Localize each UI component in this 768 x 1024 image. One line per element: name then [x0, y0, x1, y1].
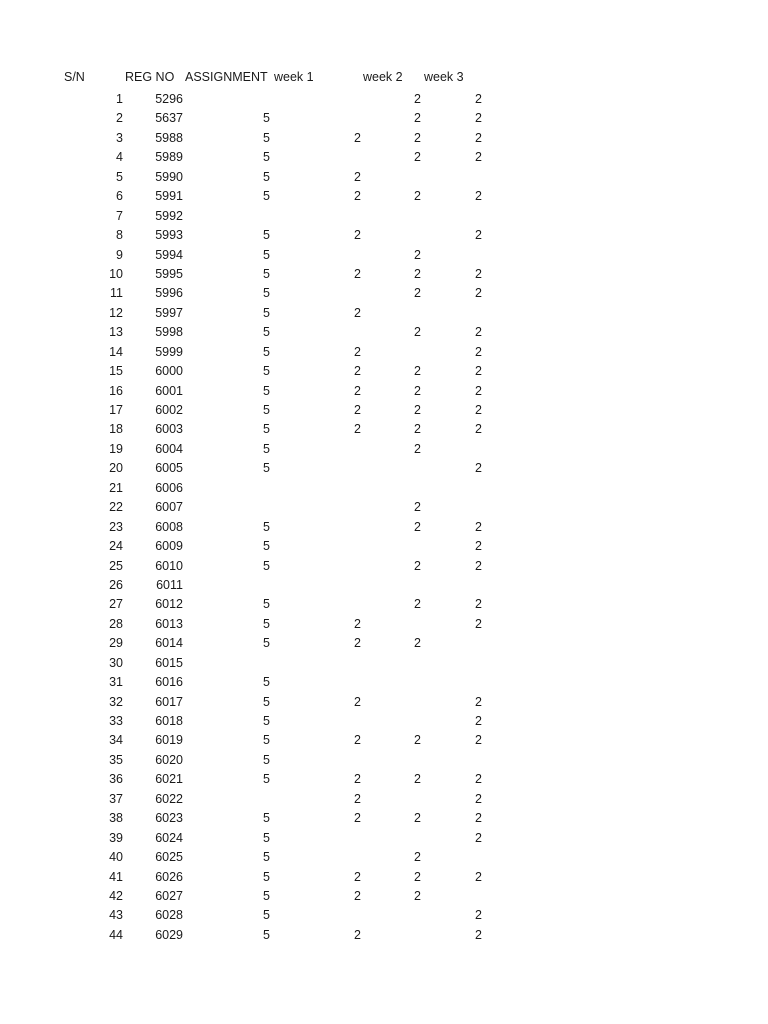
cell-week-3: 2: [475, 927, 482, 942]
table-row: [0, 790, 768, 809]
cell-reg-no: 6003: [155, 422, 183, 437]
cell-assignment: 5: [263, 539, 270, 554]
cell-assignment: 5: [263, 247, 270, 262]
cell-reg-no: 6020: [155, 752, 183, 767]
cell-reg-no: 5998: [155, 325, 183, 340]
table-row: [0, 654, 768, 673]
cell-reg-no: 6022: [155, 791, 183, 806]
cell-sn: 13: [109, 325, 123, 340]
cell-sn: 44: [109, 927, 123, 942]
cell-week-2: 2: [414, 888, 421, 903]
cell-assignment: 5: [263, 266, 270, 281]
table-row: [0, 829, 768, 848]
cell-sn: 15: [109, 364, 123, 379]
cell-assignment: 5: [263, 422, 270, 437]
cell-week-3: 2: [475, 344, 482, 359]
cell-sn: 20: [109, 461, 123, 476]
table-row: [0, 926, 768, 945]
cell-week-2: 2: [414, 150, 421, 165]
cell-week-2: 2: [414, 92, 421, 106]
header-reg-no: REG NO: [125, 70, 175, 84]
cell-sn: 41: [109, 869, 123, 884]
cell-week-3: 2: [475, 228, 482, 243]
cell-sn: 8: [116, 228, 123, 243]
cell-sn: 39: [109, 830, 123, 845]
cell-week-1: 2: [354, 694, 361, 709]
table-row: [0, 323, 768, 342]
cell-week-1: 2: [354, 869, 361, 884]
cell-reg-no: 6011: [156, 577, 183, 592]
table-row: [0, 284, 768, 303]
cell-assignment: 5: [263, 286, 270, 301]
cell-sn: 12: [109, 305, 123, 320]
table-row: [0, 576, 768, 595]
table-row: [0, 770, 768, 789]
table-row: [0, 382, 768, 401]
cell-reg-no: 5991: [155, 189, 183, 204]
cell-assignment: 5: [263, 403, 270, 417]
cell-week-3: 2: [475, 461, 482, 476]
cell-reg-no: 6004: [155, 441, 183, 456]
table-header: [0, 70, 768, 88]
cell-week-1: 2: [354, 636, 361, 651]
cell-reg-no: 5997: [155, 305, 183, 320]
table-row: [0, 712, 768, 731]
table-row: [0, 440, 768, 459]
cell-sn: 9: [116, 247, 123, 262]
cell-reg-no: 6016: [155, 675, 183, 690]
cell-reg-no: 5993: [155, 228, 183, 243]
cell-week-2: 2: [414, 772, 421, 787]
cell-week-2: 2: [414, 247, 421, 262]
cell-sn: 43: [109, 908, 123, 923]
cell-sn: 5: [116, 169, 123, 184]
cell-week-1: 2: [354, 305, 361, 320]
cell-week-2: 2: [414, 189, 421, 204]
cell-reg-no: 6014: [155, 636, 183, 651]
cell-assignment: 5: [263, 869, 270, 884]
table-row: [0, 401, 768, 420]
table-row: [0, 90, 768, 109]
cell-week-2: 2: [414, 441, 421, 456]
cell-reg-no: 5296: [155, 92, 183, 106]
cell-week-3: 2: [475, 92, 482, 106]
cell-assignment: 5: [263, 558, 270, 573]
cell-assignment: 5: [263, 597, 270, 612]
cell-assignment: 5: [263, 461, 270, 476]
cell-assignment: 5: [263, 714, 270, 728]
table-row: [0, 673, 768, 692]
table-row: [0, 187, 768, 206]
cell-sn: 21: [109, 480, 123, 495]
cell-sn: 1: [116, 92, 123, 106]
cell-reg-no: 6015: [155, 655, 183, 670]
cell-week-1: 2: [354, 344, 361, 359]
cell-reg-no: 6013: [155, 616, 183, 631]
cell-reg-no: 5992: [155, 208, 183, 223]
cell-assignment: 5: [263, 850, 270, 865]
cell-week-3: 2: [475, 733, 482, 748]
cell-week-3: 2: [475, 130, 482, 145]
cell-assignment: 5: [263, 383, 270, 398]
cell-sn: 31: [109, 675, 123, 690]
cell-week-2: 2: [414, 519, 421, 534]
cell-reg-no: 6029: [155, 927, 183, 942]
cell-week-1: 2: [354, 169, 361, 184]
cell-assignment: 5: [263, 616, 270, 631]
cell-assignment: 5: [263, 752, 270, 767]
cell-assignment: 5: [263, 305, 270, 320]
cell-assignment: 5: [263, 811, 270, 826]
cell-sn: 2: [116, 111, 123, 126]
cell-assignment: 5: [263, 908, 270, 923]
cell-reg-no: 6009: [155, 539, 183, 554]
cell-assignment: 5: [263, 519, 270, 534]
cell-week-3: 2: [475, 597, 482, 612]
table-row: [0, 129, 768, 148]
cell-sn: 32: [109, 694, 123, 709]
cell-reg-no: 5989: [155, 150, 183, 165]
cell-week-2: 2: [414, 869, 421, 884]
cell-sn: 7: [116, 208, 123, 223]
cell-sn: 26: [109, 577, 123, 592]
cell-week-3: 2: [475, 908, 482, 923]
cell-reg-no: 6012: [155, 597, 183, 612]
table-row: [0, 343, 768, 362]
table-row: [0, 693, 768, 712]
cell-assignment: 5: [263, 441, 270, 456]
cell-assignment: 5: [263, 675, 270, 690]
cell-assignment: 5: [263, 733, 270, 748]
cell-week-2: 2: [414, 636, 421, 651]
cell-sn: 30: [109, 655, 123, 670]
cell-assignment: 5: [263, 888, 270, 903]
cell-week-2: 2: [414, 364, 421, 379]
cell-sn: 29: [109, 636, 123, 651]
cell-sn: 38: [109, 811, 123, 826]
cell-week-1: 2: [354, 888, 361, 903]
cell-week-3: 2: [475, 422, 482, 437]
cell-week-2: 2: [414, 111, 421, 126]
cell-reg-no: 5988: [155, 130, 183, 145]
cell-week-1: 2: [354, 364, 361, 379]
table-row: [0, 537, 768, 556]
cell-week-2: 2: [414, 500, 421, 515]
cell-reg-no: 6026: [155, 869, 183, 884]
cell-week-3: 2: [475, 286, 482, 301]
cell-assignment: 5: [263, 228, 270, 243]
cell-week-3: 2: [475, 830, 482, 845]
cell-week-2: 2: [414, 558, 421, 573]
cell-assignment: 5: [263, 344, 270, 359]
table-row: [0, 168, 768, 187]
cell-week-2: 2: [414, 286, 421, 301]
header-week-2: week 2: [363, 70, 403, 84]
cell-assignment: 5: [263, 189, 270, 204]
cell-week-3: 2: [475, 772, 482, 787]
cell-week-1: 2: [354, 383, 361, 398]
cell-week-3: 2: [475, 150, 482, 165]
cell-sn: 23: [109, 519, 123, 534]
table-row: [0, 751, 768, 770]
cell-sn: 18: [109, 422, 123, 437]
cell-sn: 3: [116, 130, 123, 145]
cell-week-2: 2: [414, 811, 421, 826]
table-row: [0, 148, 768, 167]
cell-reg-no: 5995: [155, 266, 183, 281]
table-row: [0, 595, 768, 614]
cell-assignment: 5: [263, 772, 270, 787]
cell-sn: 11: [110, 286, 123, 301]
table-row: [0, 265, 768, 284]
table-row: [0, 615, 768, 634]
cell-reg-no: 6017: [155, 694, 183, 709]
cell-assignment: 5: [263, 636, 270, 651]
table-row: [0, 246, 768, 265]
cell-week-1: 2: [354, 616, 361, 631]
cell-sn: 33: [109, 714, 123, 728]
cell-sn: 42: [109, 888, 123, 903]
table-row: [0, 420, 768, 439]
cell-sn: 19: [109, 441, 123, 456]
cell-sn: 22: [109, 500, 123, 515]
cell-week-3: 2: [475, 869, 482, 884]
cell-reg-no: 6027: [155, 888, 183, 903]
cell-assignment: 5: [263, 364, 270, 379]
cell-assignment: 5: [263, 111, 270, 126]
cell-reg-no: 6000: [155, 364, 183, 379]
cell-reg-no: 5999: [155, 344, 183, 359]
cell-week-3: 2: [475, 266, 482, 281]
cell-reg-no: 5994: [155, 247, 183, 262]
table-row: [0, 304, 768, 323]
table-row: [0, 207, 768, 226]
cell-reg-no: 5637: [155, 111, 183, 126]
cell-week-1: 2: [354, 811, 361, 826]
cell-week-2: 2: [414, 403, 421, 417]
table-row: [0, 498, 768, 517]
cell-reg-no: 6025: [155, 850, 183, 865]
cell-reg-no: 6005: [155, 461, 183, 476]
cell-sn: 40: [109, 850, 123, 865]
table-row: [0, 518, 768, 537]
cell-week-1: 2: [354, 403, 361, 417]
cell-assignment: 5: [263, 927, 270, 942]
cell-week-2: 2: [414, 266, 421, 281]
cell-week-2: 2: [414, 733, 421, 748]
cell-week-3: 2: [475, 364, 482, 379]
cell-week-3: 2: [475, 714, 482, 728]
table-row: [0, 809, 768, 828]
cell-week-2: 2: [414, 325, 421, 340]
header-week-1: week 1: [274, 70, 314, 84]
header-sn: S/N: [64, 70, 85, 84]
cell-reg-no: 6024: [155, 830, 183, 845]
cell-sn: 4: [116, 150, 123, 165]
cell-week-1: 2: [354, 422, 361, 437]
cell-sn: 17: [109, 403, 123, 417]
table-row: [0, 848, 768, 867]
cell-assignment: 5: [263, 325, 270, 340]
cell-week-3: 2: [475, 539, 482, 554]
cell-week-2: 2: [414, 130, 421, 145]
cell-reg-no: 6007: [155, 500, 183, 515]
cell-assignment: 5: [263, 150, 270, 165]
table-row: [0, 868, 768, 887]
cell-week-2: 2: [414, 597, 421, 612]
cell-week-3: 2: [475, 558, 482, 573]
cell-week-2: 2: [414, 422, 421, 437]
cell-week-3: 2: [475, 616, 482, 631]
cell-week-3: 2: [475, 791, 482, 806]
cell-week-3: 2: [475, 383, 482, 398]
cell-reg-no: 6018: [155, 714, 183, 728]
cell-reg-no: 6006: [155, 480, 183, 495]
cell-sn: 36: [109, 772, 123, 787]
cell-week-1: 2: [354, 772, 361, 787]
cell-sn: 24: [109, 539, 123, 554]
table-row: [0, 479, 768, 498]
cell-week-3: 2: [475, 519, 482, 534]
cell-sn: 35: [109, 752, 123, 767]
cell-assignment: 5: [263, 694, 270, 709]
cell-sn: 34: [109, 733, 123, 748]
table-row: [0, 557, 768, 576]
cell-week-1: 2: [354, 228, 361, 243]
cell-week-3: 2: [475, 325, 482, 340]
cell-week-3: 2: [475, 111, 482, 126]
table-row: [0, 634, 768, 653]
table-row: [0, 887, 768, 906]
cell-week-3: 2: [475, 403, 482, 417]
cell-assignment: 5: [263, 830, 270, 845]
cell-week-3: 2: [475, 189, 482, 204]
cell-assignment: 5: [263, 130, 270, 145]
table-row: [0, 226, 768, 245]
header-assignment: ASSIGNMENT: [185, 70, 268, 84]
cell-reg-no: 6028: [155, 908, 183, 923]
table-row: [0, 109, 768, 128]
cell-week-1: 2: [354, 791, 361, 806]
cell-reg-no: 5990: [155, 169, 183, 184]
cell-reg-no: 5996: [155, 286, 183, 301]
cell-reg-no: 6010: [155, 558, 183, 573]
cell-reg-no: 6023: [155, 811, 183, 826]
cell-reg-no: 6019: [155, 733, 183, 748]
header-week-3: week 3: [424, 70, 464, 84]
cell-reg-no: 6002: [155, 403, 183, 417]
table-row: [0, 906, 768, 925]
cell-sn: 6: [116, 189, 123, 204]
cell-week-1: 2: [354, 733, 361, 748]
cell-assignment: 5: [263, 169, 270, 184]
table-row: [0, 459, 768, 478]
cell-week-2: 2: [414, 383, 421, 398]
cell-reg-no: 6008: [155, 519, 183, 534]
cell-sn: 14: [109, 344, 123, 359]
cell-sn: 10: [109, 266, 123, 281]
cell-week-1: 2: [354, 189, 361, 204]
cell-week-1: 2: [354, 266, 361, 281]
cell-sn: 28: [109, 616, 123, 631]
table-row: [0, 362, 768, 381]
cell-week-3: 2: [475, 811, 482, 826]
cell-reg-no: 6001: [155, 383, 183, 398]
cell-sn: 37: [109, 791, 123, 806]
cell-week-1: 2: [354, 927, 361, 942]
cell-reg-no: 6021: [155, 772, 183, 787]
cell-week-1: 2: [354, 130, 361, 145]
table-row: [0, 731, 768, 750]
cell-sn: 25: [109, 558, 123, 573]
table-body: [0, 90, 768, 945]
cell-week-2: 2: [414, 850, 421, 865]
cell-sn: 16: [109, 383, 123, 398]
cell-week-3: 2: [475, 694, 482, 709]
cell-sn: 27: [109, 597, 123, 612]
